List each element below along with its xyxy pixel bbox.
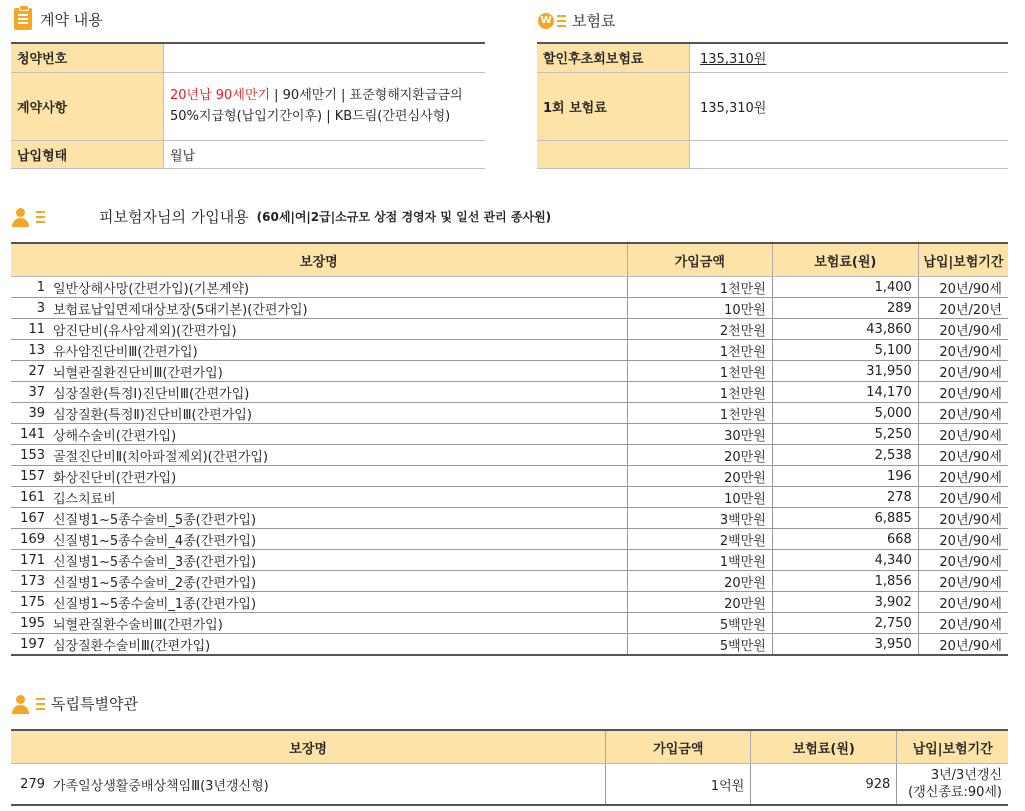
coverage-amount: 20만원: [627, 592, 772, 613]
premium-section-title: [538, 10, 615, 31]
coverage-amount: 1천만원: [627, 340, 772, 361]
table-row: [11, 613, 1008, 634]
person-icon: [12, 207, 30, 227]
premium-label-first: 1회 보험료: [537, 72, 690, 140]
coverage-premium: 668: [772, 529, 918, 550]
coverage-code: 1: [11, 277, 49, 298]
table-row: [11, 592, 1008, 613]
contract-value-terms: [164, 72, 486, 140]
period-line1: 3년/3년갱신: [930, 768, 1002, 783]
coverage-amount: 3백만원: [627, 508, 772, 529]
contract-label-payment-type: 납입형태: [11, 140, 164, 168]
table-row: [11, 487, 1008, 508]
table-row: [11, 361, 1008, 382]
contract-label-terms: 계약사항: [11, 72, 164, 140]
coverage-code: 173: [11, 571, 49, 592]
premium-value-empty: [690, 140, 1009, 168]
coverage-code: 279: [11, 764, 49, 806]
coverage-code: 167: [11, 508, 49, 529]
premium-title: 보험료: [572, 12, 616, 30]
person-icon: [12, 694, 30, 714]
terms-highlight: 20년납 90세만기: [170, 88, 271, 103]
terms-rest: | 90세만기 | 표준형해지환급금의 50%지급형(납입기간이후) | KB드림(간편심사형): [170, 88, 463, 124]
contract-value-payment-type: 월납: [164, 140, 486, 168]
coverage-period: 20년/20년: [918, 298, 1008, 319]
lines-icon: [557, 15, 566, 27]
table-row: [11, 508, 1008, 529]
lines-icon: [36, 698, 45, 710]
coverage-period: 20년/90세: [918, 319, 1008, 340]
coverage-name: 신질병1~5종수술비_3종(간편가입): [49, 550, 627, 571]
premium-value-first: 135,310원: [690, 72, 1009, 140]
coverage-code: 37: [11, 382, 49, 403]
coverage-name: 유사암진단비Ⅲ(간편가입): [49, 340, 627, 361]
col-amount: 가입금액: [606, 730, 751, 764]
coverage-amount: 10만원: [627, 487, 772, 508]
coverage-amount: 1천만원: [627, 361, 772, 382]
coverage-code: 175: [11, 592, 49, 613]
table-row: [11, 445, 1008, 466]
coverage-code: 171: [11, 550, 49, 571]
coverage-period: 20년/90세: [918, 361, 1008, 382]
coverage-premium: 4,340: [772, 550, 918, 571]
col-amount: 가입금액: [627, 243, 772, 277]
coverage-premium: 31,950: [772, 361, 918, 382]
contract-value-application-no: [164, 43, 486, 72]
table-row: [11, 340, 1008, 361]
coverage-name: 신질병1~5종수술비_4종(간편가입): [49, 529, 627, 550]
coverage-name: 뇌혈관질환수술비Ⅲ(간편가입): [49, 613, 627, 634]
coverage-premium: 5,250: [772, 424, 918, 445]
coverage-name: 신질병1~5종수술비_5종(간편가입): [49, 508, 627, 529]
period-line2: (갱신종료:90세): [908, 785, 1002, 800]
coverage-premium: 6,885: [772, 508, 918, 529]
contract-section-title: [14, 8, 103, 30]
coverage-period: 20년/90세: [918, 340, 1008, 361]
won-coin-icon: W: [538, 13, 554, 29]
coverage-code: 3: [11, 298, 49, 319]
coverage-premium: 3,902: [772, 592, 918, 613]
coverage-premium: 1,400: [772, 277, 918, 298]
table-row: [11, 764, 1008, 806]
coverage-amount: 1억원: [606, 764, 751, 806]
coverage-amount: 10만원: [627, 298, 772, 319]
coverage-premium: 2,750: [772, 613, 918, 634]
table-row: [11, 298, 1008, 319]
coverage-code: 169: [11, 529, 49, 550]
coverage-code: 13: [11, 340, 49, 361]
coverage-premium: 278: [772, 487, 918, 508]
table-row: [11, 634, 1008, 656]
coverage-premium: 3,950: [772, 634, 918, 656]
coverage-name: 가족일상생활중배상책임Ⅲ(3년갱신형): [49, 764, 606, 806]
coverage-amount: 1백만원: [627, 550, 772, 571]
table-row: [11, 319, 1008, 340]
coverage-amount: 2백만원: [627, 529, 772, 550]
coverage-code: 161: [11, 487, 49, 508]
coverage-amount: 2천만원: [627, 319, 772, 340]
coverage-amount: 1천만원: [627, 403, 772, 424]
col-premium: 보험료(원): [751, 730, 897, 764]
coverage-period: 20년/90세: [918, 403, 1008, 424]
coverage-code: 157: [11, 466, 49, 487]
coverage-name: 보험료납입면제대상보장(5대기본)(간편가입): [49, 298, 627, 319]
special-coverage-table: [11, 729, 1008, 806]
coverage-name: 심장질환수술비Ⅲ(간편가입): [49, 634, 627, 656]
coverage-name: 신질병1~5종수술비_1종(간편가입): [49, 592, 627, 613]
table-row: [11, 529, 1008, 550]
contract-label-application-no: 청약번호: [11, 43, 164, 72]
coverage-amount: 20만원: [627, 466, 772, 487]
coverage-period: 20년/90세: [918, 529, 1008, 550]
coverage-period: [897, 764, 1008, 806]
contract-table: [11, 42, 485, 169]
coverage-name: 상해수술비(간편가입): [49, 424, 627, 445]
coverage-amount: 5백만원: [627, 613, 772, 634]
table-row: [11, 571, 1008, 592]
coverage-name: 화상진단비(간편가입): [49, 466, 627, 487]
coverage-period: 20년/90세: [918, 508, 1008, 529]
coverage-premium: 928: [751, 764, 897, 806]
coverage-period: 20년/90세: [918, 277, 1008, 298]
col-coverage-name: 보장명: [11, 243, 627, 277]
coverage-premium: 5,100: [772, 340, 918, 361]
col-period: 납입|보험기간: [897, 730, 1008, 764]
coverage-amount: 20만원: [627, 571, 772, 592]
col-period: 납입|보험기간: [918, 243, 1008, 277]
premium-label-empty: [537, 140, 690, 168]
coverage-premium: 43,860: [772, 319, 918, 340]
insured-subtitle: (60세|여|2급|소규모 상점 경영자 및 일선 관리 종사원): [256, 210, 552, 224]
coverage-name: 신질병1~5종수술비_2종(간편가입): [49, 571, 627, 592]
coverage-code: 195: [11, 613, 49, 634]
coverage-name: 깁스치료비: [49, 487, 627, 508]
table-row: [11, 403, 1008, 424]
contract-title: 계약 내용: [40, 10, 103, 29]
premium-value-discounted: 135,310원: [690, 43, 1009, 72]
lines-icon: [36, 211, 45, 223]
coverage-code: 11: [11, 319, 49, 340]
coverage-name: 골절진단비Ⅱ(치아파절제외)(간편가입): [49, 445, 627, 466]
insured-title: 피보험자님의 가입내용: [99, 208, 249, 226]
coverage-amount: 1천만원: [627, 277, 772, 298]
coverage-period: 20년/90세: [918, 613, 1008, 634]
table-row: [11, 277, 1008, 298]
coverage-premium: 1,856: [772, 571, 918, 592]
coverage-period: 20년/90세: [918, 424, 1008, 445]
coverage-period: 20년/90세: [918, 634, 1008, 656]
premium-table: [537, 42, 1008, 169]
coverage-code: 141: [11, 424, 49, 445]
coverage-code: 39: [11, 403, 49, 424]
coverage-name: 암진단비(유사암제외)(간편가입): [49, 319, 627, 340]
coverage-code: 27: [11, 361, 49, 382]
coverage-amount: 5백만원: [627, 634, 772, 656]
special-section-title: [12, 693, 138, 714]
coverage-premium: 196: [772, 466, 918, 487]
coverage-name: 일반상해사망(간편가입)(기본계약): [49, 277, 627, 298]
col-coverage-name: 보장명: [11, 730, 606, 764]
coverage-amount: 30만원: [627, 424, 772, 445]
table-row: [11, 466, 1008, 487]
coverage-premium: 2,538: [772, 445, 918, 466]
insured-coverage-table: [11, 242, 1008, 656]
coverage-premium: 14,170: [772, 382, 918, 403]
insured-section-title: [12, 206, 551, 227]
coverage-period: 20년/90세: [918, 445, 1008, 466]
coverage-amount: 20만원: [627, 445, 772, 466]
coverage-premium: 289: [772, 298, 918, 319]
coverage-period: 20년/90세: [918, 466, 1008, 487]
coverage-name: 심장질환(특정Ⅰ)진단비Ⅲ(간편가입): [49, 382, 627, 403]
table-row: [11, 382, 1008, 403]
col-premium: 보험료(원): [772, 243, 918, 277]
coverage-period: 20년/90세: [918, 592, 1008, 613]
coverage-amount: 1천만원: [627, 382, 772, 403]
table-row: [11, 550, 1008, 571]
coverage-period: 20년/90세: [918, 571, 1008, 592]
coverage-period: 20년/90세: [918, 382, 1008, 403]
coverage-period: 20년/90세: [918, 550, 1008, 571]
coverage-name: 심장질환(특정Ⅱ)진단비Ⅲ(간편가입): [49, 403, 627, 424]
coverage-code: 153: [11, 445, 49, 466]
premium-label-discounted: 할인후초회보험료: [537, 43, 690, 72]
table-row: [11, 424, 1008, 445]
coverage-name: 뇌혈관질환진단비Ⅲ(간편가입): [49, 361, 627, 382]
coverage-period: 20년/90세: [918, 487, 1008, 508]
clipboard-icon: [14, 8, 32, 30]
special-title: 독립특별약관: [51, 695, 138, 713]
coverage-code: 197: [11, 634, 49, 656]
coverage-premium: 5,000: [772, 403, 918, 424]
